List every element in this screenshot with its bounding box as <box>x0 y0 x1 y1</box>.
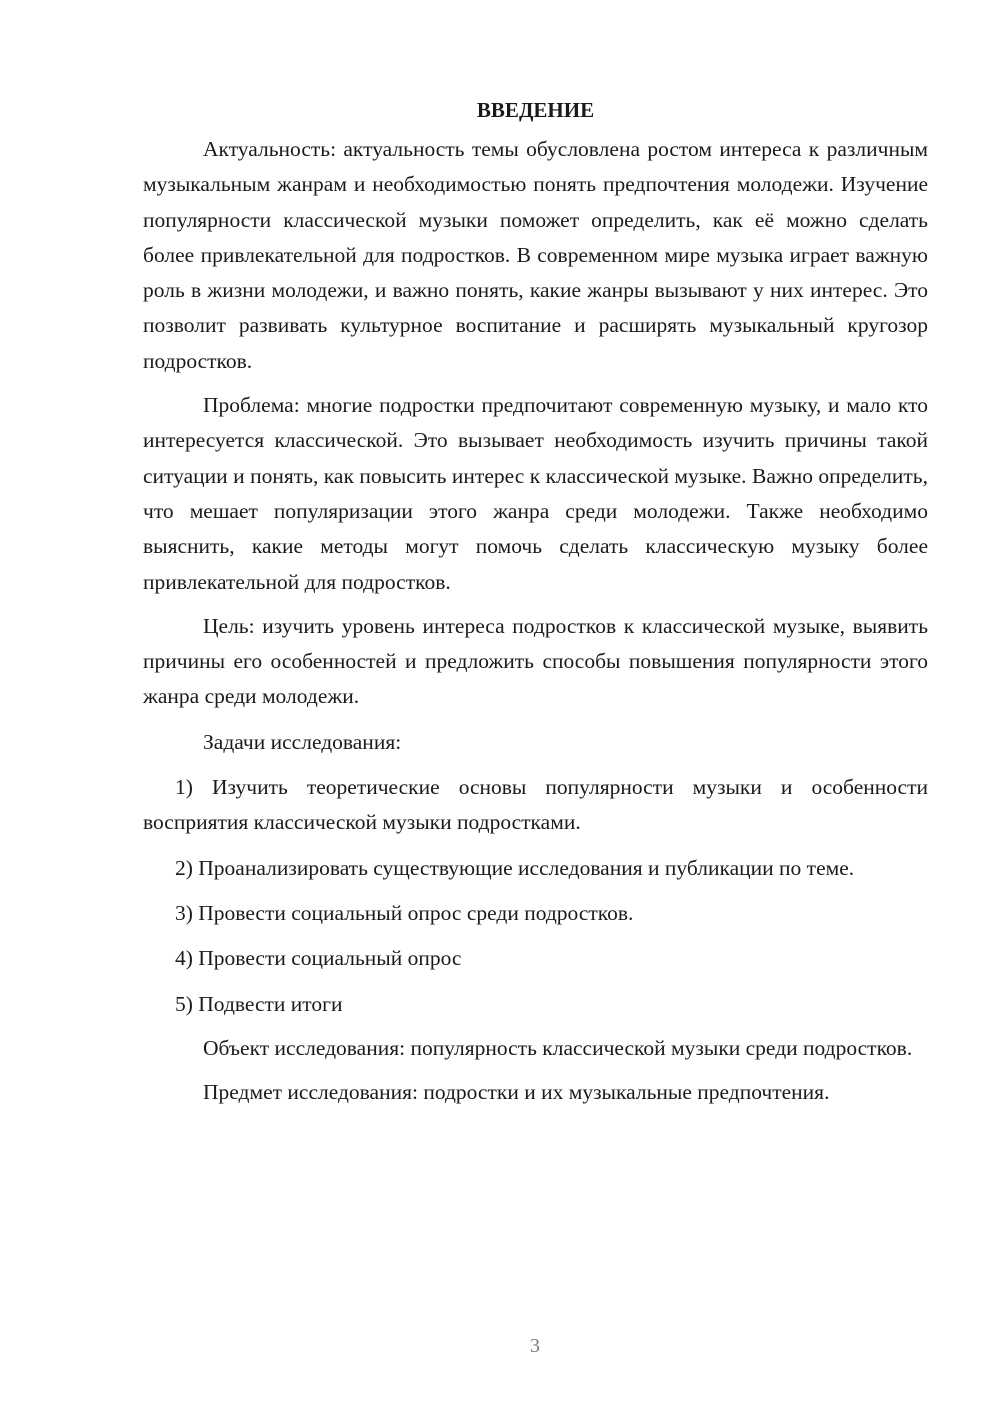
task-item: 1) Изучить теоретические основы популярности музыки и особенности восприятия классической музыки подростками. <box>143 775 928 835</box>
task-item: 4) Провести социальный опрос <box>175 946 462 971</box>
goal-paragraph: Цель: изучить уровень интереса подростков к классической музыке, выявить причины его особенностей и предложить способы повышения популярности этого жанра среди молодежи. <box>143 613 928 709</box>
tasks-list <box>143 770 928 1022</box>
page-number: 3 <box>530 1335 540 1357</box>
task-item: 2) Проанализировать существующие исследования и публикации по теме. <box>175 855 855 880</box>
tasks-heading: Задачи исследования: <box>203 729 402 754</box>
task-item: 5) Подвести итоги <box>175 991 343 1016</box>
document-page <box>143 92 928 1110</box>
relevance-paragraph: Актуальность: актуальность темы обусловлена ростом интереса к различным музыкальным жанрам и необходимостью понять предпочтения молодежи. Изучение популярности классической музыки поможет определить, как её можно сделать более привлекательной для подростков. В современном мире музыка играет важную роль в жизни молодежи, и важно понять, какие жанры вызывают у них интерес. Это позволит развивать культурное воспитание и расширять музыкальный кругозор подростков. <box>143 137 928 373</box>
object-paragraph: Объект исследования: популярность классической музыки среди подростков. <box>203 1035 913 1060</box>
task-item: 3) Провести социальный опрос среди подростков. <box>175 900 634 925</box>
subject-paragraph: Предмет исследования: подростки и их музыкальные предпочтения. <box>203 1080 830 1105</box>
problem-paragraph: Проблема: многие подростки предпочитают современную музыку, и мало кто интересуется классической. Это вызывает необходимость изучить причины такой ситуации и понять, как повысить интерес к классической музыке. Важно определить, что мешает популяризации этого жанра среди молодежи. Также необходимо выяснить, какие методы могут помочь сделать классическую музыку более привлекательной для подростков. <box>143 393 928 594</box>
section-title: ВВЕДЕНИЕ <box>476 98 595 122</box>
